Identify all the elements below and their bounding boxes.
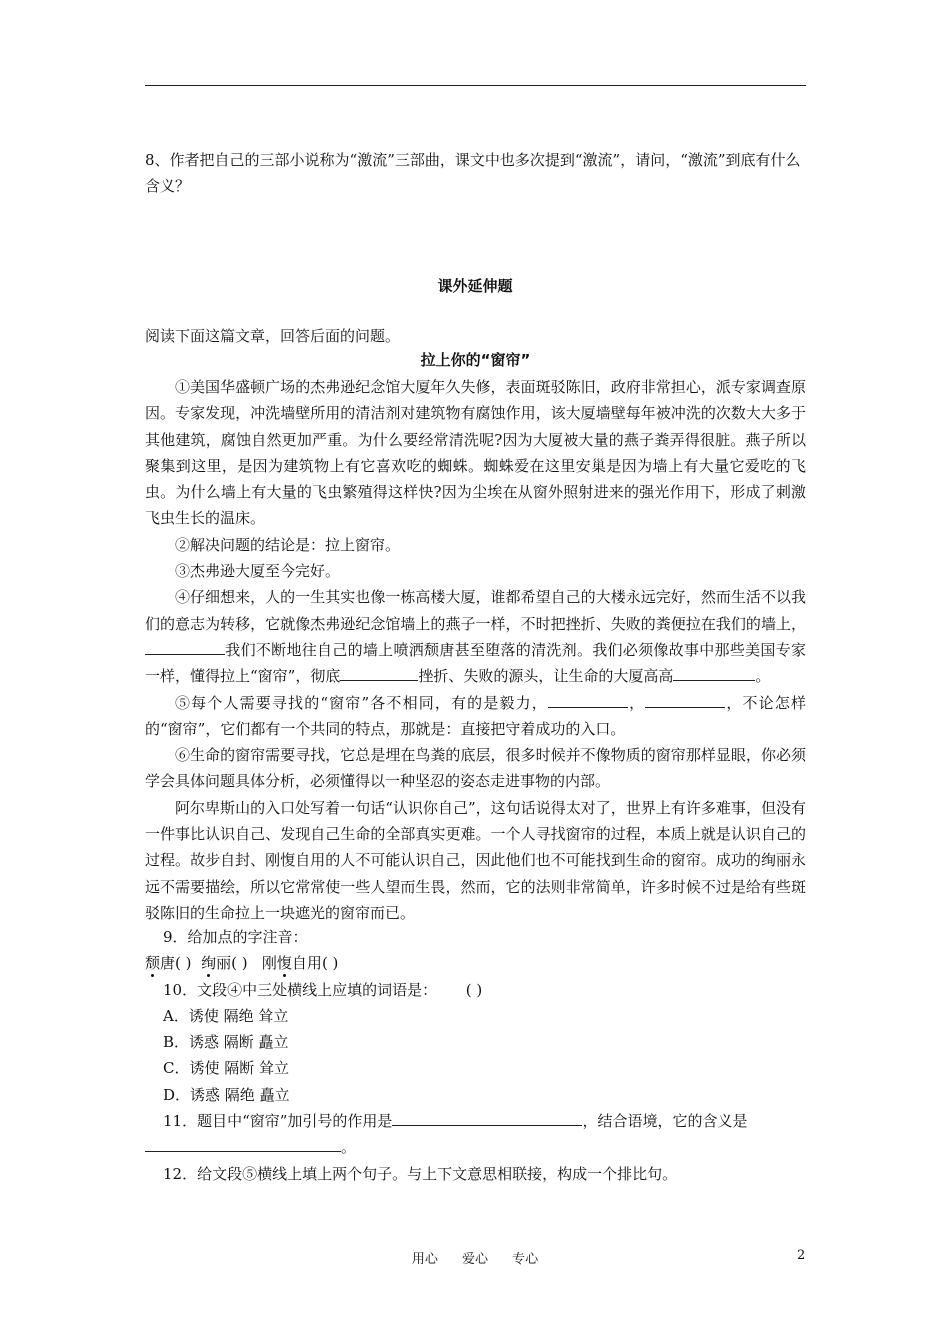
paragraph-2: ②解决问题的结论是：拉上窗帘。: [175, 535, 401, 554]
paragraph-4: ④仔细想来，人的一生其实也像一栋高楼大厦，谁都希望自己的大楼永远完好，然而生活不以我们的意志为转移，它就像杰弗逊纪念馆墙上的燕子一样，不时把挫折、失败的粪便拉在我们的墙上，我们不断地往自己的墙上喷洒颓唐甚至堕落的清洗剂。我们必须像故事中那些美国专家一样，懂得拉上“窗帘”，彻底 挫折、失败的源头，让生命的大厦高高 。: [145, 588, 806, 686]
question-10-option-b: B．诱惑 隔断 矗立: [163, 1033, 289, 1052]
article-title: 拉上你的“窗帘”: [420, 351, 531, 369]
paragraph-1: ①美国华盛顿广场的杰弗逊纪念馆大厦年久失修，表面斑驳陈旧，政府非常担心，派专家调查原因。专家发现，冲洗墙壁所用的清洁剂对建筑物有腐蚀作用，该大厦墙壁每年被冲洗的次数大大多于其他建筑，腐蚀自然更加严重。为什么要经常清洗呢?因为大厦被大量的燕子粪弄得很脏。燕子所以聚集到这里，是因为建筑物上有它喜欢吃的蜘蛛。蜘蛛爱在这里安巢是因为墙上有大量它爱吃的飞虫。为什么墙上有大量的飞虫繁殖得这样快?因为尘埃在从窗外照射进来的强光作用下，形成了刺激飞虫生长的温床。: [145, 378, 806, 528]
fill-blank-3[interactable]: [673, 665, 755, 681]
paragraph-3: ③杰弗逊大厦至今完好。: [175, 562, 341, 581]
question-10-title: 10．文段④中三处横线上应填的词语是： ( ): [163, 980, 483, 999]
question-10-option-d: D．诱惑 隔绝 矗立: [163, 1085, 290, 1104]
header-rule: [145, 85, 806, 86]
fill-blank-4[interactable]: [548, 692, 628, 708]
fill-blank-6[interactable]: [392, 1110, 582, 1126]
question-10-option-c: C．诱使 隔断 耸立: [163, 1059, 290, 1078]
fill-blank-2[interactable]: [340, 665, 418, 681]
dotted-char: 愎: [276, 954, 292, 973]
footer-motto: 用心 爱心 专心: [411, 1252, 539, 1267]
question-12: 12．给文段⑤横线上填上两个句子。与上下文意思相联接，构成一个排比句。: [163, 1164, 678, 1183]
section-title: 课外延伸题: [437, 277, 513, 295]
paragraph-7: 阿尔卑斯山的入口处写着一句话“认识你自己”，这句话说得太对了，世界上有许多难事，但没有一件事比认识自己、发现自己生命的全部真实更难。一个人寻找窗帘的过程，本质上就是认识自己的过程。故步自封、刚愎自用的人不可能认识自己，因此他们也不可能找到生命的窗帘。成功的绚丽永远不需要描绘，所以它常常使一些人望而生畏，然而，它的法则非常简单，许多时候不过是给有些斑驳陈旧的生命拉上一块遮光的窗帘而已。: [145, 798, 806, 922]
question-10-option-a: A．诱使 隔绝 耸立: [163, 1006, 289, 1025]
article-body: [145, 374, 806, 926]
paragraph-5: ⑤每个人需要寻找的“窗帘”各不相同，有的是毅力， ， ，不论怎样的“窗帘”，它们都有一个共同的特点，那就是：直接把守着成功的入口。: [145, 693, 806, 738]
fill-blank-5[interactable]: [645, 692, 725, 708]
paragraph-6: ⑥生命的窗帘需要寻找，它总是埋在鸟粪的底层，很多时候并不像物质的窗帘那样显眼，你必须学会具体问题具体分析，必须懂得以一种坚忍的姿态走进事物的内部。: [145, 746, 806, 791]
question-11-continued: 。: [145, 1134, 806, 1160]
question-8: 8、作者把自己的三部小说称为“激流”三部曲，课文中也多次提到“激流”，请问，“激流”到底有什么含义？: [145, 151, 801, 195]
question-11: 11．题目中“窗帘”加引号的作用是 ，结合语境，它的含义是: [163, 1112, 748, 1131]
question-9-title: 9．给加点的字注音：: [163, 928, 308, 946]
reading-instruction: 阅读下面这篇文章，回答后面的问题。: [145, 327, 401, 345]
questions: [145, 924, 806, 1187]
page-number: 2: [797, 1248, 806, 1263]
fill-blank-1[interactable]: [145, 639, 225, 655]
question-9-items: 颓唐( ) 绚丽( ) 刚愎自用( ): [145, 954, 339, 973]
dotted-char: 绚: [201, 954, 217, 973]
dotted-char: 颓: [145, 954, 161, 973]
fill-blank-7[interactable]: [145, 1136, 341, 1152]
